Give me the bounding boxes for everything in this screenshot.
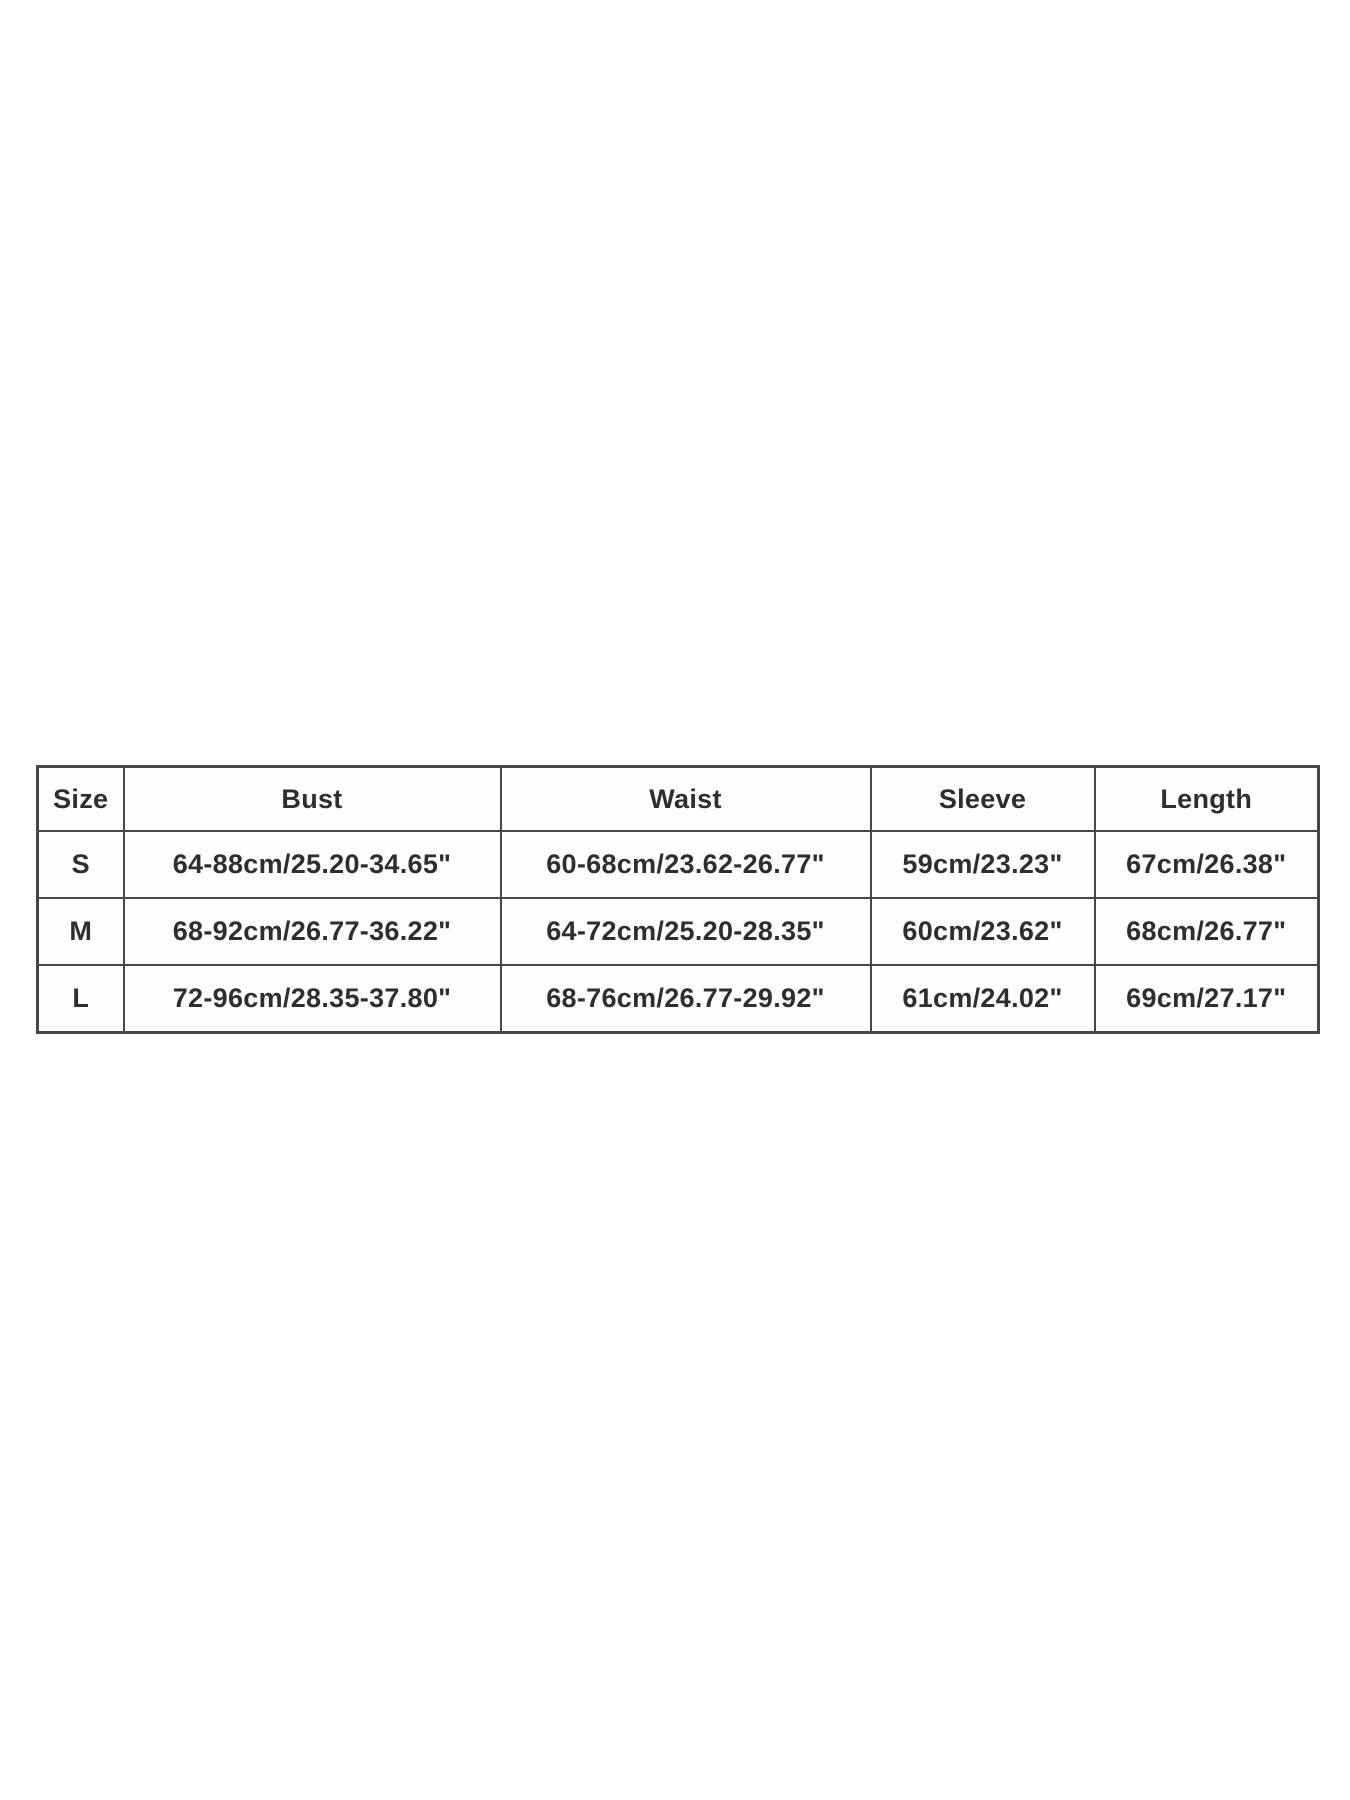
column-header-length: Length — [1095, 767, 1319, 832]
table-header-row — [38, 767, 1319, 832]
cell-s-length: 67cm/26.38" — [1095, 831, 1319, 898]
cell-l-bust: 72-96cm/28.35-37.80" — [124, 965, 501, 1033]
cell-m-waist: 64-72cm/25.20-28.35" — [501, 898, 871, 965]
column-header-sleeve: Sleeve — [871, 767, 1095, 832]
cell-l-sleeve: 61cm/24.02" — [871, 965, 1095, 1033]
cell-m-length: 68cm/26.77" — [1095, 898, 1319, 965]
cell-s-waist: 60-68cm/23.62-26.77" — [501, 831, 871, 898]
cell-l-waist: 68-76cm/26.77-29.92" — [501, 965, 871, 1033]
table-row-s — [38, 831, 1319, 898]
cell-s-sleeve: 59cm/23.23" — [871, 831, 1095, 898]
cell-m-sleeve: 60cm/23.62" — [871, 898, 1095, 965]
column-header-bust: Bust — [124, 767, 501, 832]
cell-l-size: L — [38, 965, 124, 1033]
table-row-l — [38, 965, 1319, 1033]
size-chart-table — [36, 765, 1320, 1034]
table-row-m — [38, 898, 1319, 965]
cell-m-size: M — [38, 898, 124, 965]
cell-l-length: 69cm/27.17" — [1095, 965, 1319, 1033]
cell-m-bust: 68-92cm/26.77-36.22" — [124, 898, 501, 965]
cell-s-bust: 64-88cm/25.20-34.65" — [124, 831, 501, 898]
cell-s-size: S — [38, 831, 124, 898]
column-header-waist: Waist — [501, 767, 871, 832]
column-header-size: Size — [38, 767, 124, 832]
